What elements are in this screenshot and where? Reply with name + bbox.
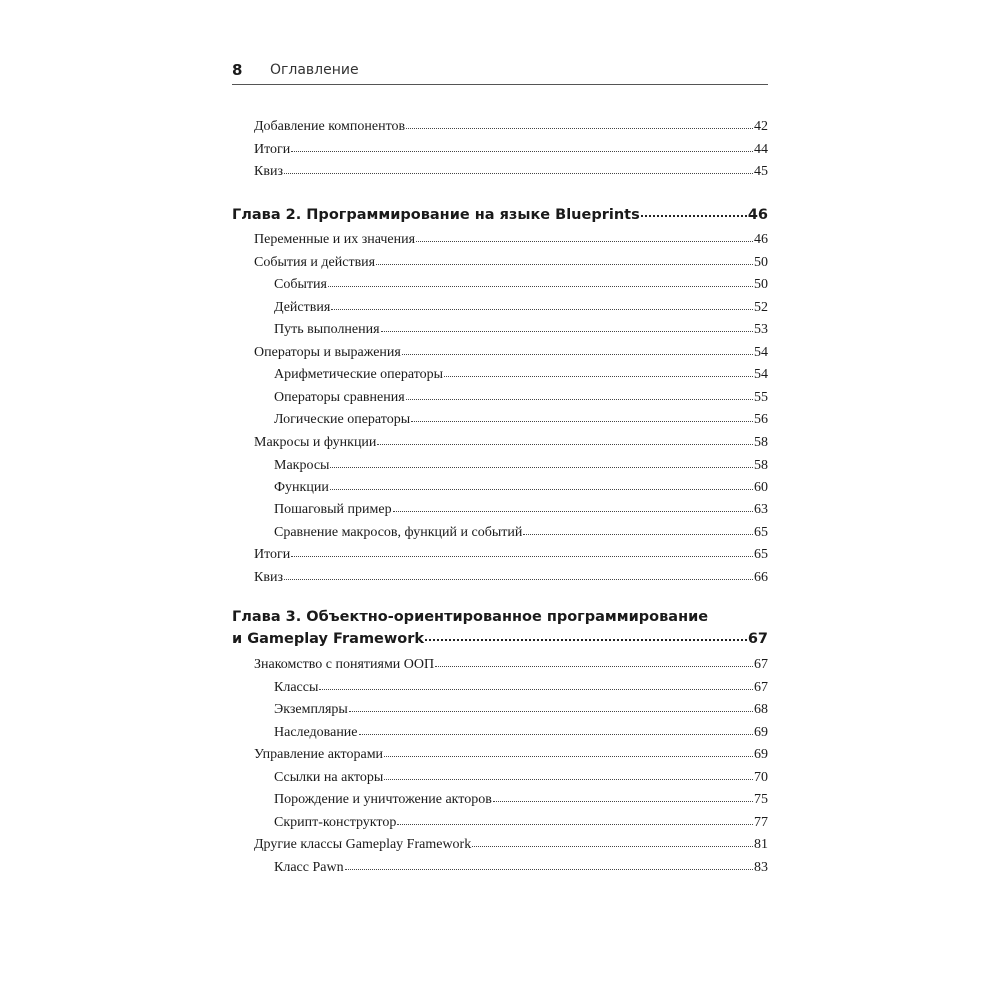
toc-entry-title: Сравнение макросов, функций и событий <box>274 525 523 540</box>
toc-leader-dots <box>330 467 753 468</box>
toc-entry-title: Классы <box>274 680 319 695</box>
toc-leader-dots <box>425 639 747 641</box>
toc-entry-title: Скрипт-конструктор <box>274 815 397 830</box>
toc-entry-title: Операторы сравнения <box>274 390 405 405</box>
toc-entry-page: 44 <box>754 142 768 157</box>
toc-leader-dots <box>284 173 753 174</box>
toc-subsection <box>274 499 768 521</box>
toc-entry-title: Знакомство с понятиями ООП <box>254 657 435 672</box>
toc-chapter-title: и Gameplay Framework <box>232 631 425 647</box>
toc-entry-page: 63 <box>754 502 768 517</box>
toc-subsection <box>274 409 768 431</box>
toc-subsection <box>274 455 768 477</box>
toc-section <box>254 342 768 364</box>
toc-leader-dots <box>402 354 753 355</box>
toc-entry-title: Действия <box>274 300 331 315</box>
toc-leader-dots <box>330 489 753 490</box>
toc-subsection <box>274 789 768 811</box>
toc-entry-page: 42 <box>754 119 768 134</box>
toc-entry-title: Наследование <box>274 725 358 740</box>
toc-entry-page: 46 <box>754 232 768 247</box>
toc-entry-page: 58 <box>754 435 768 450</box>
toc-chapter-page: 67 <box>747 631 768 647</box>
toc-entry-page: 69 <box>754 725 768 740</box>
toc-section <box>254 834 768 856</box>
toc-entry-title: Квиз <box>254 164 283 179</box>
toc-entry-title: Арифметические операторы <box>274 367 444 382</box>
toc-leader-dots <box>493 801 753 802</box>
toc-entry-title: Класс Pawn <box>274 860 344 875</box>
toc-entry-page: 58 <box>754 458 768 473</box>
header-rule <box>232 84 768 85</box>
toc-entry-page: 54 <box>754 367 768 382</box>
running-title: Оглавление <box>270 62 359 78</box>
toc-leader-dots <box>435 666 753 667</box>
toc-subsection <box>274 364 768 386</box>
page-header <box>232 58 768 82</box>
toc-leader-dots <box>359 734 753 735</box>
toc-entry-title: Управление акторами <box>254 747 384 762</box>
toc-subsection <box>274 767 768 789</box>
toc-leader-dots <box>393 511 753 512</box>
toc-section <box>254 744 768 766</box>
toc-section <box>254 229 768 251</box>
toc-section <box>254 654 768 676</box>
toc-entry-title: События <box>274 277 327 292</box>
toc-entry-page: 70 <box>754 770 768 785</box>
toc-section <box>254 116 768 138</box>
toc-leader-dots <box>349 711 753 712</box>
toc-entry-page: 54 <box>754 345 768 360</box>
toc-entry-page: 83 <box>754 860 768 875</box>
toc-subsection <box>274 297 768 319</box>
toc-section <box>254 252 768 274</box>
toc-leader-dots <box>444 376 753 377</box>
toc-chapter <box>232 204 768 226</box>
toc-entry-title: Добавление компонентов <box>254 119 406 134</box>
toc-chapter-page: 46 <box>747 207 768 223</box>
toc-subsection <box>274 319 768 341</box>
toc-leader-dots <box>641 215 747 217</box>
toc-leader-dots <box>472 846 753 847</box>
toc-entry-title: События и действия <box>254 255 376 270</box>
toc-leader-dots <box>291 556 753 557</box>
toc-entry-page: 50 <box>754 255 768 270</box>
toc-subsection <box>274 812 768 834</box>
toc-leader-dots <box>345 869 753 870</box>
page-number: 8 <box>232 61 243 79</box>
toc-leader-dots <box>328 286 753 287</box>
toc-leader-dots <box>384 756 753 757</box>
toc-leader-dots <box>397 824 753 825</box>
toc-entry-page: 55 <box>754 390 768 405</box>
toc-leader-dots <box>406 399 753 400</box>
toc-entry-page: 69 <box>754 747 768 762</box>
toc-section <box>254 139 768 161</box>
toc-entry-page: 50 <box>754 277 768 292</box>
toc-leader-dots <box>411 421 753 422</box>
toc-section <box>254 161 768 183</box>
toc-leader-dots <box>523 534 753 535</box>
toc-leader-dots <box>381 331 753 332</box>
toc-subsection <box>274 274 768 296</box>
toc-entry-title: Логические операторы <box>274 412 411 427</box>
toc-entry-page: 65 <box>754 547 768 562</box>
toc-subsection <box>274 857 768 879</box>
toc-entry-title: Итоги <box>254 547 291 562</box>
toc-section <box>254 567 768 589</box>
toc-section <box>254 432 768 454</box>
toc-entry-page: 52 <box>754 300 768 315</box>
toc-entry-title: Функции <box>274 480 329 495</box>
toc-chapter-title-line1: Глава 3. Объектно-ориентированное программирование <box>232 609 709 625</box>
toc-entry-title: Экземпляры <box>274 702 348 717</box>
toc-subsection <box>274 677 768 699</box>
toc-leader-dots <box>291 151 753 152</box>
toc-entry-page: 67 <box>754 680 768 695</box>
toc-leader-dots <box>284 579 753 580</box>
toc-entry-title: Макросы и функции <box>254 435 377 450</box>
toc-subsection <box>274 699 768 721</box>
toc-entry-title: Переменные и их значения <box>254 232 416 247</box>
toc-entry-page: 66 <box>754 570 768 585</box>
toc-entry-title: Пошаговый пример <box>274 502 392 517</box>
toc-chapter-title: Глава 2. Программирование на языке Blueprints <box>232 207 640 223</box>
toc-subsection <box>274 387 768 409</box>
toc-entry-title: Порождение и уничтожение акторов <box>274 792 492 807</box>
toc-entry-title: Операторы и выражения <box>254 345 401 360</box>
toc-entry-page: 68 <box>754 702 768 717</box>
toc-entry-title: Итоги <box>254 142 291 157</box>
toc-entry-page: 45 <box>754 164 768 179</box>
toc-subsection <box>274 722 768 744</box>
toc-entry-title: Макросы <box>274 458 330 473</box>
toc-leader-dots <box>376 264 753 265</box>
toc-leader-dots <box>406 128 753 129</box>
toc-subsection <box>274 522 768 544</box>
toc-entry-page: 53 <box>754 322 768 337</box>
toc-leader-dots <box>319 689 753 690</box>
toc-section <box>254 544 768 566</box>
toc-entry-title: Квиз <box>254 570 283 585</box>
toc-subsection <box>274 477 768 499</box>
toc-entry-page: 56 <box>754 412 768 427</box>
toc-entry-page: 77 <box>754 815 768 830</box>
toc-chapter <box>232 628 768 650</box>
toc-entry-page: 67 <box>754 657 768 672</box>
toc-leader-dots <box>377 444 753 445</box>
toc-entry-title: Другие классы Gameplay Framework <box>254 837 472 852</box>
toc-entry-title: Ссылки на акторы <box>274 770 384 785</box>
toc-entry-page: 60 <box>754 480 768 495</box>
toc-leader-dots <box>384 779 753 780</box>
toc-entry-page: 75 <box>754 792 768 807</box>
toc-leader-dots <box>331 309 753 310</box>
toc-leader-dots <box>416 241 753 242</box>
toc-entry-page: 65 <box>754 525 768 540</box>
toc-entry-page: 81 <box>754 837 768 852</box>
toc-entry-title: Путь выполнения <box>274 322 380 337</box>
